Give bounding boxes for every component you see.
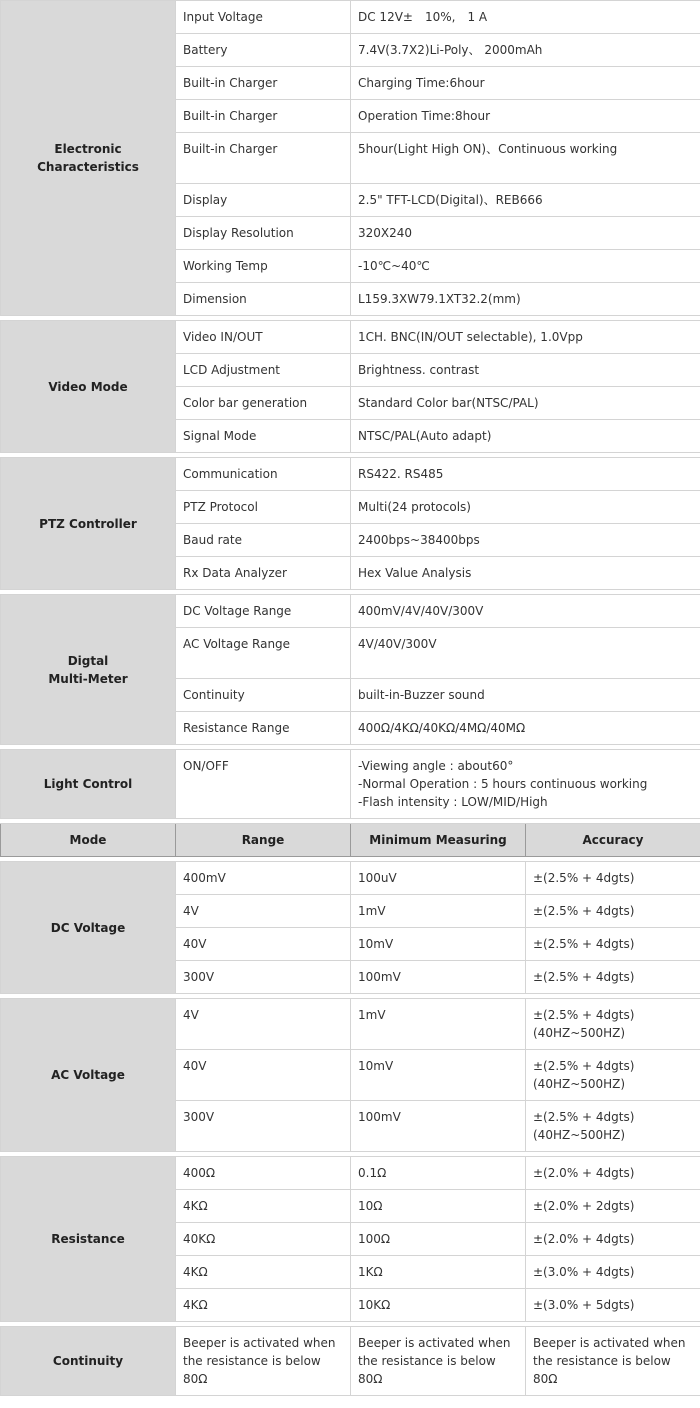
measure-minimum: 100uV [351,862,526,895]
spec-label: Input Voltage [176,1,351,34]
spec-label: Built-in Charger [176,67,351,100]
measure-range: 4V [176,999,351,1050]
measure-minimum: 10mV [351,1050,526,1101]
measure-minimum: 1mV [351,895,526,928]
measure-mode: AC Voltage [1,999,176,1152]
spec-label: AC Voltage Range [176,628,351,679]
spec-label: Battery [176,34,351,67]
spec-category: Digtal Multi-Meter [1,595,176,745]
measure-accuracy: ±(2.5% + 4dgts) [526,862,700,895]
header-minimum: Minimum Measuring [351,824,526,857]
measure-range: 40KΩ [176,1223,351,1256]
spec-label: ON/OFF [176,750,351,819]
spec-label: Rx Data Analyzer [176,557,351,590]
measure-range: 300V [176,1101,351,1152]
measure-accuracy: ±(2.5% + 4dgts) (40HZ~500HZ) [526,999,700,1050]
measure-range: Beeper is activated when the resistance is below 80Ω [176,1327,351,1396]
measure-range: 4KΩ [176,1289,351,1322]
spec-label: Built-in Charger [176,133,351,184]
spec-label: Working Temp [176,250,351,283]
measure-accuracy: ±(2.5% + 4dgts) (40HZ~500HZ) [526,1101,700,1152]
spec-value: 2400bps~38400bps [351,524,700,557]
measure-accuracy: ±(2.0% + 4dgts) [526,1223,700,1256]
measure-row [1,1157,700,1190]
spec-value: 4V/40V/300V [351,628,700,679]
spec-category: Electronic Characteristics [1,1,176,316]
measure-accuracy: Beeper is activated when the resistance is below 80Ω [526,1327,700,1396]
spec-label: Resistance Range [176,712,351,745]
measure-accuracy: ±(2.0% + 4dgts) [526,1157,700,1190]
spec-value: NTSC/PAL(Auto adapt) [351,420,700,453]
header-mode: Mode [1,824,176,857]
spec-label: Video IN/OUT [176,321,351,354]
spec-label: PTZ Protocol [176,491,351,524]
spec-value: Brightness. contrast [351,354,700,387]
spec-value: L159.3XW79.1XT32.2(mm) [351,283,700,316]
header-range: Range [176,824,351,857]
spec-value: 5hour(Light High ON)、Continuous working [351,133,700,184]
spec-value: built-in-Buzzer sound [351,679,700,712]
measure-header-row [1,824,700,857]
measure-minimum: 100mV [351,961,526,994]
spec-category: PTZ Controller [1,458,176,590]
measure-minimum: 100mV [351,1101,526,1152]
spec-label: Continuity [176,679,351,712]
spec-label: Display [176,184,351,217]
spec-category: Light Control [1,750,176,819]
measure-mode: Continuity [1,1327,176,1396]
measure-mode: DC Voltage [1,862,176,994]
spec-value: Multi(24 protocols) [351,491,700,524]
measure-row [1,1327,700,1396]
spec-value: 400mV/4V/40V/300V [351,595,700,628]
spec-row [1,1,700,34]
spec-label: Baud rate [176,524,351,557]
spec-label: LCD Adjustment [176,354,351,387]
spec-value: DC 12V± 10%, 1 A [351,1,700,34]
measure-minimum: 1mV [351,999,526,1050]
measure-accuracy: ±(2.5% + 4dgts) [526,928,700,961]
measure-mode: Resistance [1,1157,176,1322]
measure-range: 400mV [176,862,351,895]
spec-value: RS422. RS485 [351,458,700,491]
spec-label: Dimension [176,283,351,316]
measure-range: 4KΩ [176,1256,351,1289]
measure-range: 40V [176,928,351,961]
spec-row [1,321,700,354]
measure-accuracy: ±(2.5% + 4dgts) [526,895,700,928]
measure-range: 4V [176,895,351,928]
spec-row [1,750,700,819]
spec-value: 400Ω/4KΩ/40KΩ/4MΩ/40MΩ [351,712,700,745]
header-accuracy: Accuracy [526,824,700,857]
spec-value: Operation Time:8hour [351,100,700,133]
spec-value: 2.5" TFT-LCD(Digital)、REB666 [351,184,700,217]
spec-category: Video Mode [1,321,176,453]
spec-label: Built-in Charger [176,100,351,133]
spec-value: 320X240 [351,217,700,250]
spec-value: Standard Color bar(NTSC/PAL) [351,387,700,420]
measure-range: 300V [176,961,351,994]
spec-value: -Viewing angle : about60° -Normal Operation : 5 hours continuous working -Flash intensity : LOW/MID/High [351,750,700,819]
measure-row [1,862,700,895]
measure-minimum: 1KΩ [351,1256,526,1289]
measure-accuracy: ±(2.0% + 2dgts) [526,1190,700,1223]
spec-label: DC Voltage Range [176,595,351,628]
spec-row [1,595,700,628]
spec-value: Hex Value Analysis [351,557,700,590]
spec-label: Communication [176,458,351,491]
measure-accuracy: ±(2.5% + 4dgts) [526,961,700,994]
measure-range: 40V [176,1050,351,1101]
measure-accuracy: ±(2.5% + 4dgts) (40HZ~500HZ) [526,1050,700,1101]
measure-minimum: Beeper is activated when the resistance is below 80Ω [351,1327,526,1396]
spec-label: Signal Mode [176,420,351,453]
measure-minimum: 10KΩ [351,1289,526,1322]
spec-row [1,458,700,491]
measure-range: 4KΩ [176,1190,351,1223]
measure-minimum: 100Ω [351,1223,526,1256]
measure-row [1,999,700,1050]
measure-range: 400Ω [176,1157,351,1190]
spec-value: -10℃~40℃ [351,250,700,283]
measure-minimum: 10Ω [351,1190,526,1223]
measure-minimum: 10mV [351,928,526,961]
spec-label: Color bar generation [176,387,351,420]
spec-value: 1CH. BNC(IN/OUT selectable), 1.0Vpp [351,321,700,354]
spec-label: Display Resolution [176,217,351,250]
measure-accuracy: ±(3.0% + 5dgts) [526,1289,700,1322]
spec-value: Charging Time:6hour [351,67,700,100]
measure-accuracy: ±(3.0% + 4dgts) [526,1256,700,1289]
spec-value: 7.4V(3.7X2)Li-Poly、 2000mAh [351,34,700,67]
measure-minimum: 0.1Ω [351,1157,526,1190]
